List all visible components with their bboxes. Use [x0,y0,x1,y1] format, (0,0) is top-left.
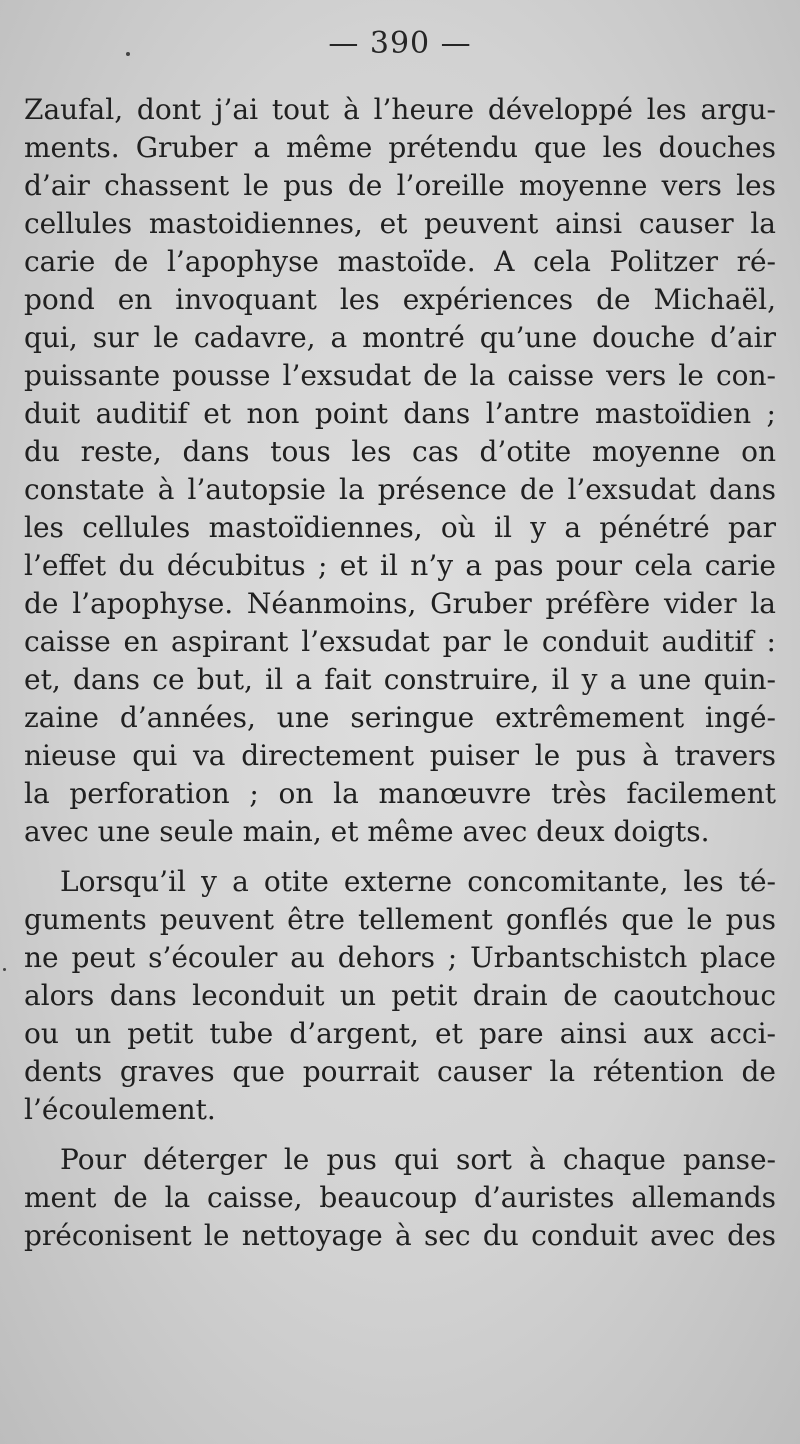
print-speck [3,968,6,971]
text-line: Zaufal, dont j’ai tout à l’heure développé les argu- [24,93,776,126]
text-line: nieuse qui va directement puiser le pus à travers [24,739,776,772]
text-line: de l’apophyse. Néanmoins, Gruber préfère vider la [24,587,776,620]
text-line: ments. Gruber a même prétendu que les douches [24,131,776,164]
text-line: et, dans ce but, il a fait construire, il y a une quin- [24,663,776,696]
text-line: constate à l’autopsie la présence de l’exsudat dans [24,473,776,506]
text-line: l’effet du décubitus ; et il n’y a pas pour cela carie [24,549,776,582]
text-line: cellules mastoidiennes, et peuvent ainsi causer la [24,207,776,240]
text-line: ou un petit tube d’argent, et pare ainsi aux acci- [24,1017,776,1050]
text-line: d’air chassent le pus de l’oreille moyenne vers les [24,169,776,202]
text-line: avec une seule main, et même avec deux doigts. [24,815,710,848]
text-line: ne peut s’écouler au dehors ; Urbantschistch place [24,941,776,974]
text-line: pond en invoquant les expériences de Michaël, [24,283,776,316]
print-speck [126,52,130,56]
text-line: Lorsqu’il y a otite externe concomitante, les té- [60,865,776,898]
text-line: préconisent le nettoyage à sec du conduit avec des [24,1219,776,1252]
text-line: du reste, dans tous les cas d’otite moyenne on [24,435,776,468]
text-line: dents graves que pourrait causer la rétention de [24,1055,776,1088]
page-number: — 390 — [328,26,472,61]
text-line: guments peuvent être tellement gonflés que le pus [24,903,776,936]
text-line: duit auditif et non point dans l’antre mastoïdien ; [24,397,776,430]
text-line: alors dans leconduit un petit drain de caoutchouc [24,979,776,1012]
text-line: la perforation ; on la manœuvre très facilement [24,777,776,810]
text-line: les cellules mastoïdiennes, où il y a pénétré par [24,511,776,544]
text-line: l’écoulement. [24,1093,216,1126]
text-line: qui, sur le cadavre, a montré qu’une douche d’air [24,321,776,354]
text-line: Pour déterger le pus qui sort à chaque panse- [60,1143,776,1176]
text-line: caisse en aspirant l’exsudat par le conduit auditif : [24,625,776,658]
text-line: puissante pousse l’exsudat de la caisse vers le con- [24,359,776,392]
text-line: carie de l’apophyse mastoïde. A cela Politzer ré- [24,245,776,278]
text-line: ment de la caisse, beaucoup d’auristes allemands [24,1181,776,1214]
text-line: zaine d’années, une seringue extrêmement ingé- [24,701,776,734]
